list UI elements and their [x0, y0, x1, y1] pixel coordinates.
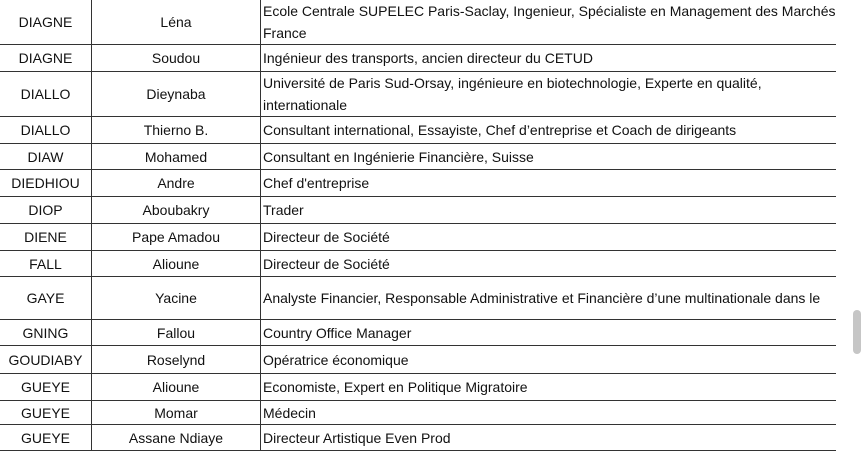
last-name-cell: DIEDHIOU: [0, 170, 92, 197]
table-row: [0, 224, 836, 251]
scrollbar-thumb[interactable]: [853, 310, 861, 354]
table-row: [0, 425, 836, 451]
description-cell: Ingénieur des transports, ancien directeur du CETUD: [261, 45, 837, 72]
last-name-cell: GUEYE: [0, 425, 92, 451]
description-cell: Consultant international, Essayiste, Chef d’entreprise et Coach de dirigeants: [261, 117, 837, 144]
description-cell: Economiste, Expert en Politique Migratoire: [261, 374, 837, 401]
first-name-cell: Roselynd: [92, 346, 261, 374]
last-name-cell: DIENE: [0, 224, 92, 251]
first-name-cell: Soudou: [92, 45, 261, 72]
last-name-cell: GNING: [0, 320, 92, 346]
description-cell: Directeur de Société: [261, 251, 837, 277]
table-row: [0, 346, 836, 374]
description-cell: Consultant en Ingénierie Financière, Suisse: [261, 144, 837, 170]
table-row: [0, 117, 836, 144]
last-name-cell: GAYE: [0, 277, 92, 320]
description-cell: Ecole Centrale SUPELEC Paris-Saclay, Ingenieur, Spécialiste en Management des Marchés France: [261, 0, 837, 45]
table-row: [0, 401, 836, 425]
description-cell: Country Office Manager: [261, 320, 837, 346]
first-name-cell: Yacine: [92, 277, 261, 320]
last-name-cell: DIAGNE: [0, 0, 92, 45]
first-name-cell: Andre: [92, 170, 261, 197]
first-name-cell: Aboubakry: [92, 197, 261, 224]
description-cell: Opératrice économique: [261, 346, 837, 374]
first-name-cell: Thierno B.: [92, 117, 261, 144]
first-name-cell: Alioune: [92, 374, 261, 401]
table-row: [0, 251, 836, 277]
last-name-cell: DIALLO: [0, 72, 92, 117]
table-row: [0, 45, 836, 72]
last-name-cell: GUEYE: [0, 401, 92, 425]
last-name-cell: GUEYE: [0, 374, 92, 401]
table-row: [0, 277, 836, 320]
first-name-cell: Léna: [92, 0, 261, 45]
last-name-cell: DIALLO: [0, 117, 92, 144]
first-name-cell: Fallou: [92, 320, 261, 346]
last-name-cell: GOUDIABY: [0, 346, 92, 374]
table-row: [0, 144, 836, 170]
description-cell: Chef d'entreprise: [261, 170, 837, 197]
first-name-cell: Momar: [92, 401, 261, 425]
description-cell: Analyste Financier, Responsable Administrative et Financière d’une multinationale dans le: [261, 277, 837, 320]
first-name-cell: Mohamed: [92, 144, 261, 170]
description-cell: Directeur de Société: [261, 224, 837, 251]
description-cell: Directeur Artistique Even Prod: [261, 425, 837, 451]
description-cell: Université de Paris Sud-Orsay, ingénieure en biotechnologie, Experte en qualité, internationale: [261, 72, 837, 117]
description-cell: Trader: [261, 197, 837, 224]
first-name-cell: Pape Amadou: [92, 224, 261, 251]
last-name-cell: FALL: [0, 251, 92, 277]
table-row: [0, 374, 836, 401]
first-name-cell: Assane Ndiaye: [92, 425, 261, 451]
first-name-cell: Alioune: [92, 251, 261, 277]
table-row: [0, 0, 836, 45]
first-name-cell: Dieynaba: [92, 72, 261, 117]
last-name-cell: DIAW: [0, 144, 92, 170]
table-row: [0, 72, 836, 117]
table-row: [0, 197, 836, 224]
table-row: [0, 320, 836, 346]
table-row: [0, 170, 836, 197]
last-name-cell: DIOP: [0, 197, 92, 224]
last-name-cell: DIAGNE: [0, 45, 92, 72]
description-cell: Médecin: [261, 401, 837, 425]
